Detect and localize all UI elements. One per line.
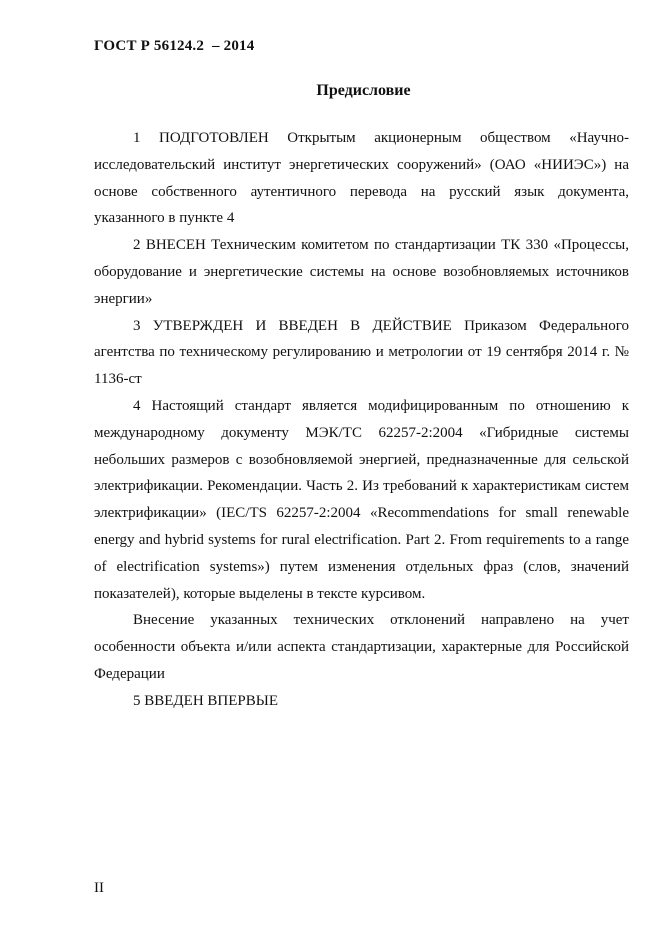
document-header: ГОСТ Р 56124.2 – 2014: [94, 38, 255, 54]
page-title: Предисловие: [316, 82, 411, 99]
paragraph-first-introduced: 5 ВВЕДЕН ВПЕРВЫЕ: [133, 692, 278, 709]
paragraph-approved: 3 УТВЕРЖДЕН И ВВЕДЕН В ДЕЙСТВИЕ Приказом Федерального агентства по техническому регулированию и метрологии от 19 сентября 2014 г. № 1136-ст: [94, 317, 629, 388]
document-body: [94, 125, 629, 715]
paragraph-prepared-by: 1 ПОДГОТОВЛЕН Открытым акционерным обществом «Научно-исследовательский институт энергетических сооружений» (ОАО «НИИЭС») на основе собственного аутентичного перевода на русский язык документа, указанного в пункте 4: [94, 130, 629, 227]
paragraph-modification: 4 Настоящий стандарт является модифицированным по отношению к международному документу МЭК/ТС 62257-2:2004 «Гибридные системы небольших размеров с возобновляемой энергией, предназначенные для сельской электрификации. Рекомендации. Часть 2. Из требований к характеристикам систем электрификации» (IEC/TS 62257-2:2004 «Recommendations for small renewable energy and hybrid systems for rural electrification. Part 2. From requirements to a range of electrification systems») путем изменения отдельных фраз (слов, значений показателей), которые выделены в тексте курсивом.: [94, 397, 629, 602]
page-number: II: [94, 880, 104, 896]
paragraph-deviations: Внесение указанных технических отклонений направлено на учет особенности объекта и/или аспекта стандартизации, характерные для Российской Федерации: [94, 612, 629, 682]
paragraph-introduced-by: 2 ВНЕСЕН Техническим комитетом по стандартизации ТК 330 «Процессы, оборудование и энергетические системы на основе возобновляемых источников энергии»: [94, 237, 629, 307]
